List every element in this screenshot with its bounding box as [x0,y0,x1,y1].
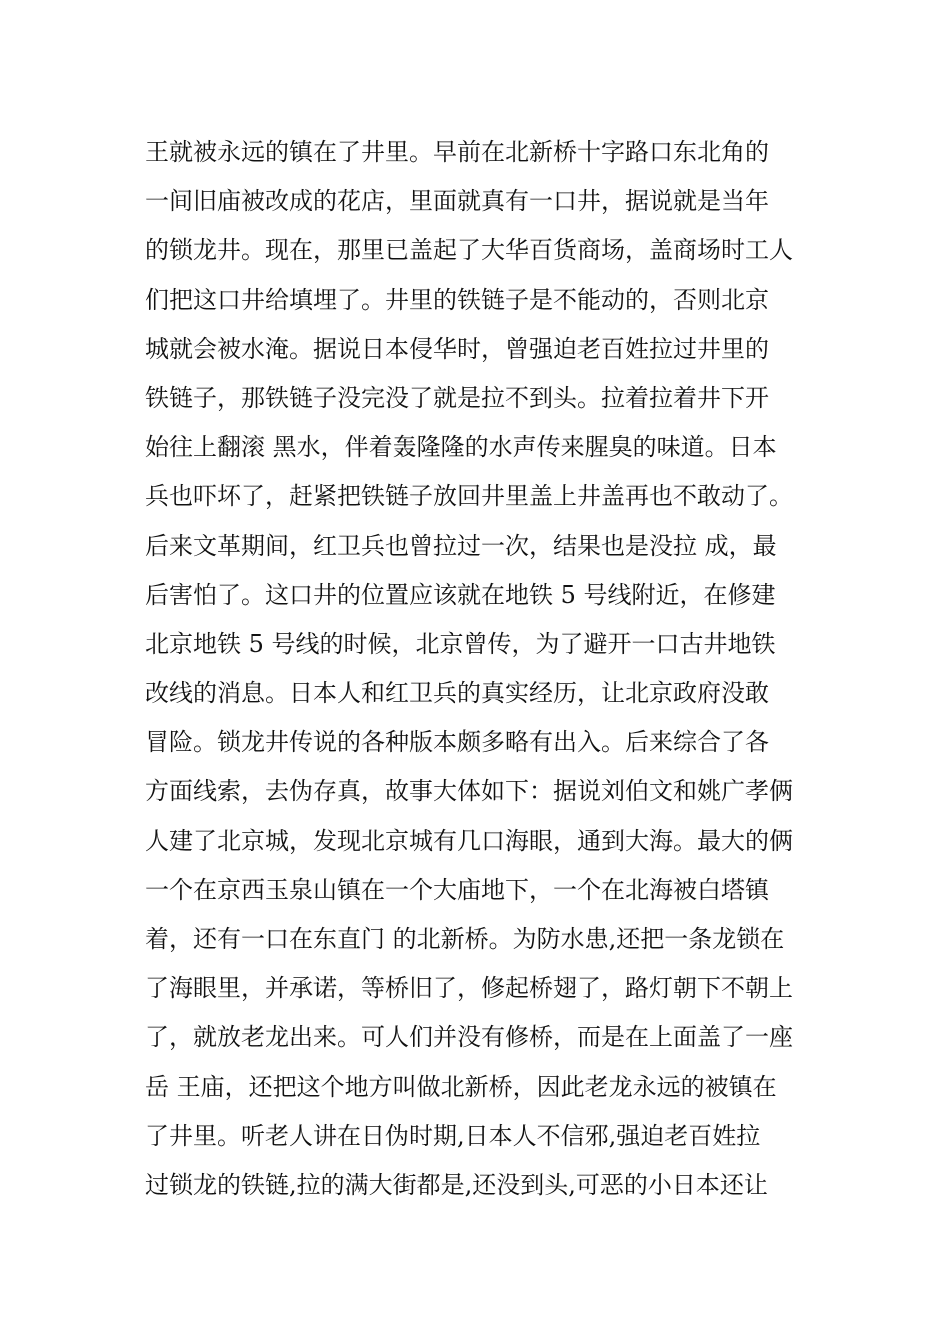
text-line: 了海眼里，并承诺，等桥旧了，修起桥翅了，路灯朝下不朝上 [145,974,793,1003]
text-line: 着，还有一口在东直门 的北新桥。为防水患,还把一条龙锁在 [145,925,785,953]
text-line: 方面线索，去伪存真，故事大体如下：据说刘伯文和姚广孝俩 [145,777,793,806]
text-line: 城就会被水淹。据说日本侵华时，曾强迫老百姓拉过井里的 [145,334,769,363]
text-line: 岳 王庙，还把这个地方叫做北新桥，因此老龙永远的被镇在 [145,1072,777,1101]
text-line: 后害怕了。这口井的位置应该就在地铁 5 号线附近，在修建 [145,580,776,609]
text-line: 过锁龙的铁链,拉的满大街都是,还没到头,可恶的小日本还让 [145,1170,768,1199]
text-line: 后来文革期间，红卫兵也曾拉过一次，结果也是没拉 成，最 [145,531,777,560]
text-line: 王就被永远的镇在了井里。早前在北新桥十字路口东北角的 [145,138,769,166]
text-line: 冒险。锁龙井传说的各种版本颇多略有出入。后来综合了各 [145,728,769,757]
text-line: 了井里。听老人讲在日伪时期,日本人不信邪,强迫老百姓拉 [145,1121,761,1150]
text-line: 一个在京西玉泉山镇在一个大庙地下，一个在北海被白塔镇 [145,875,769,904]
text-line: 一间旧庙被改成的花店，里面就真有一口井，据说就是当年 [145,187,769,216]
text-line: 改线的消息。日本人和红卫兵的真实经历，让北京政府没敢 [145,679,769,708]
text-line: 铁链子，那铁链子没完没了就是拉不到头。拉着拉着井下开 [145,383,769,412]
text-line: 人建了北京城，发现北京城有几口海眼，通到大海。最大的俩 [145,826,793,855]
text-line: 北京地铁 5 号线的时候，北京曾传，为了避开一口古井地铁 [145,629,776,658]
text-line: 兵也吓坏了，赶紧把铁链子放回井里盖上井盖再也不敢动了。 [145,482,793,511]
body-text [145,128,815,1210]
text-line: 的锁龙井。现在，那里已盖起了大华百货商场，盖商场时工人 [145,236,793,265]
text-line: 始往上翻滚 黑水，伴着轰隆隆的水声传来腥臭的味道。日本 [145,433,777,462]
text-line: 了，就放老龙出来。可人们并没有修桥，而是在上面盖了一座 [145,1023,793,1052]
text-line: 们把这口井给填埋了。井里的铁链子是不能动的，否则北京 [145,285,769,314]
